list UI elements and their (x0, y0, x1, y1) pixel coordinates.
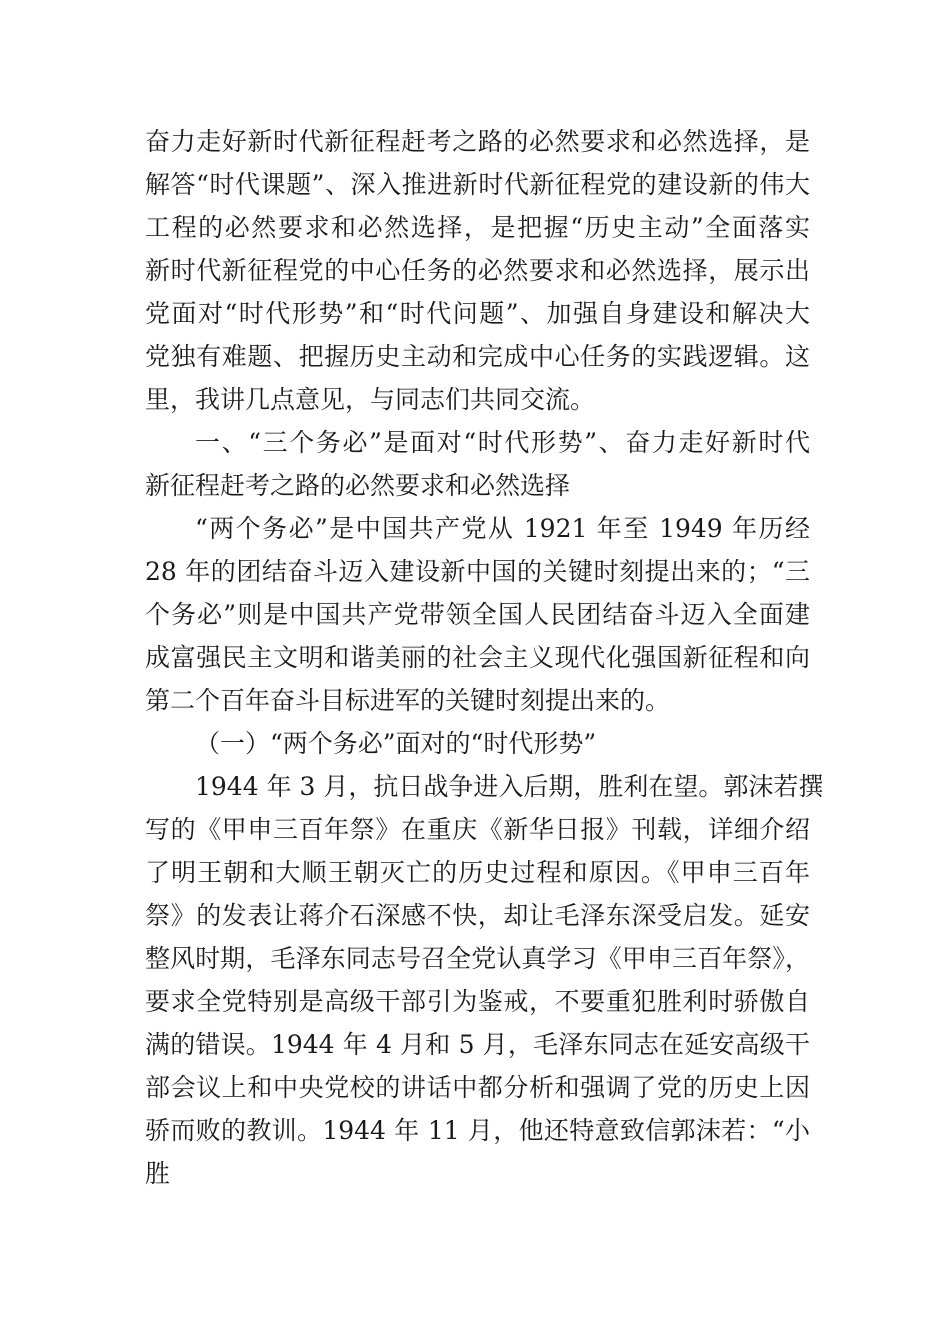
body-text-line: 工程的必然要求和必然选择，是把握“历史主动”全面落实 (145, 213, 810, 242)
body-text-line: 1944 年 3 月，抗日战争进入后期，胜利在望。郭沫若撰 (195, 772, 824, 801)
subsection-heading: （一）“两个务必”面对的“时代形势” (195, 729, 597, 758)
body-text-line: 党独有难题、把握历史主动和完成中心任务的实践逻辑。这 (145, 342, 810, 371)
body-text-line: 28 年的团结奋斗迈入建设新中国的关键时刻提出来的；“三 (145, 557, 810, 586)
body-text-line: 要求全党特别是高级干部引为鉴戒，不要重犯胜利时骄傲自 (145, 987, 810, 1016)
body-text-line: 部会议上和中央党校的讲话中都分析和强调了党的历史上因 (145, 1073, 810, 1102)
body-text-line: 写的《甲申三百年祭》在重庆《新华日报》刊载，详细介绍 (145, 815, 810, 844)
body-text-line: 了明王朝和大顺王朝灭亡的历史过程和原因。《甲申三百年 (145, 858, 810, 887)
body-text-line: 第二个百年奋斗目标进军的关键时刻提出来的。 (145, 686, 671, 715)
section-heading-line: 一、“三个务必”是面对“时代形势”、奋力走好新时代 (195, 428, 810, 457)
body-text-line: 里，我讲几点意见，与同志们共同交流。 (145, 385, 596, 414)
body-text-line: 祭》的发表让蒋介石深感不快，却让毛泽东深受启发。延安 (145, 901, 810, 930)
body-text-line: 满的错误。1944 年 4 月和 5 月，毛泽东同志在延安高级干 (145, 1030, 810, 1059)
body-text-line: 骄而败的教训。1944 年 11 月，他还特意致信郭沫若：“小 (145, 1116, 810, 1145)
section-heading-line: 新征程赶考之路的必然要求和必然选择 (145, 471, 571, 500)
body-text-line: 党面对“时代形势”和“时代问题”、加强自身建设和解决大 (145, 299, 810, 328)
body-text-line: 新时代新征程党的中心任务的必然要求和必然选择，展示出 (145, 256, 810, 285)
body-text-line: 奋力走好新时代新征程赶考之路的必然要求和必然选择，是 (145, 127, 810, 156)
body-text-line: 解答“时代课题”、深入推进新时代新征程党的建设新的伟大 (145, 170, 810, 199)
body-text-line: 整风时期，毛泽东同志号召全党认真学习《甲申三百年祭》， (145, 944, 810, 973)
body-text-line: 成富强民主文明和谐美丽的社会主义现代化强国新征程和向 (145, 643, 810, 672)
body-text-line: 胜 (145, 1159, 171, 1188)
body-text-line: “两个务必”是中国共产党从 1921 年至 1949 年历经 (195, 514, 810, 543)
body-text-line: 个务必”则是中国共产党带领全国人民团结奋斗迈入全面建 (145, 600, 810, 629)
